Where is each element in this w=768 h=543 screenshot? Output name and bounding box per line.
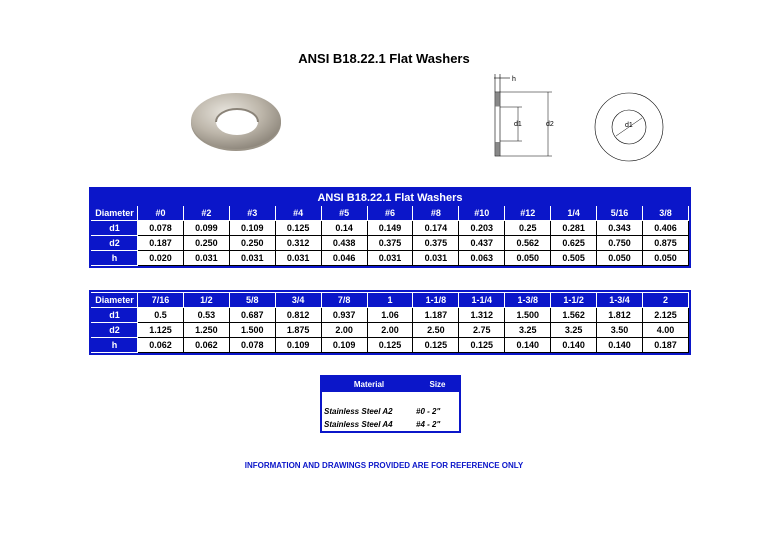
table-row (322, 405, 459, 418)
size-header-cell: 1-3/4 (597, 293, 643, 308)
table-row (92, 338, 689, 353)
table-cell: 0.062 (138, 338, 184, 353)
row-label: d1 (92, 308, 138, 323)
table-cell: 0.53 (183, 308, 229, 323)
table-cell: 0.078 (138, 221, 184, 236)
row-label: d2 (92, 323, 138, 338)
size-header-cell: 3/8 (642, 206, 688, 221)
size-cell: #4 - 2" (416, 420, 441, 429)
table-cell: 0.174 (413, 221, 459, 236)
table-row (92, 323, 689, 338)
size-header-cell: 1-1/2 (551, 293, 597, 308)
size-header-cell: #12 (505, 206, 551, 221)
table-cell: 0.125 (413, 338, 459, 353)
table-cell: 1.812 (597, 308, 643, 323)
table-cell: 1.562 (551, 308, 597, 323)
table-cell: 0.250 (229, 236, 275, 251)
size-header-cell: 7/16 (138, 293, 184, 308)
d1-front-label: d1 (625, 122, 633, 129)
row-label: h (92, 251, 138, 266)
table-cell: 0.312 (275, 236, 321, 251)
table-cell: 0.343 (597, 221, 643, 236)
diameter-label: Diameter (92, 206, 138, 221)
table-cell: 0.109 (275, 338, 321, 353)
table-row (92, 251, 689, 266)
page-title: ANSI B18.22.1 Flat Washers (298, 51, 470, 66)
washer-photo (188, 90, 284, 152)
table-cell: 3.50 (597, 323, 643, 338)
row-label: h (92, 338, 138, 353)
washer-side-drawing (480, 72, 560, 162)
washer-front-drawing (592, 90, 666, 164)
material-table (322, 377, 459, 431)
size-header-cell: 3/4 (275, 293, 321, 308)
table-caption: ANSI B18.22.1 Flat Washers (92, 190, 689, 206)
material-cell: Stainless Steel A4 (324, 420, 393, 429)
table-cell: 1.312 (459, 308, 505, 323)
table-cell: 0.125 (275, 221, 321, 236)
table-header-row (92, 206, 689, 221)
table-cell: 0.375 (367, 236, 413, 251)
size-header-cell: 7/8 (321, 293, 367, 308)
table-cell: 0.562 (505, 236, 551, 251)
table-cell: 0.812 (275, 308, 321, 323)
table-cell: 0.109 (229, 221, 275, 236)
row-label: d1 (92, 221, 138, 236)
table-cell: 2.00 (321, 323, 367, 338)
table-cell: 0.203 (459, 221, 505, 236)
table-cell: 4.00 (642, 323, 688, 338)
table-cell: 0.099 (183, 221, 229, 236)
table-cell: 0.125 (367, 338, 413, 353)
table-cell: 0.062 (183, 338, 229, 353)
size-header-cell: 1 (367, 293, 413, 308)
size-cell: #0 - 2" (416, 407, 441, 416)
table-cell: 0.687 (229, 308, 275, 323)
table-cell: 0.937 (321, 308, 367, 323)
size-header-cell: 2 (642, 293, 688, 308)
table-cell: 1.500 (229, 323, 275, 338)
table-cell: 0.140 (505, 338, 551, 353)
table-cell: 0.406 (642, 221, 688, 236)
table-cell: 0.020 (138, 251, 184, 266)
table-row (322, 418, 459, 431)
table-row (92, 308, 689, 323)
size-header: Size (414, 377, 459, 392)
table-cell: 0.250 (183, 236, 229, 251)
table-cell: 0.031 (413, 251, 459, 266)
table-cell: 1.125 (138, 323, 184, 338)
table-cell: 0.050 (505, 251, 551, 266)
table-cell: 0.140 (597, 338, 643, 353)
table-cell: 0.505 (551, 251, 597, 266)
size-header-cell: 1-3/8 (505, 293, 551, 308)
table-cell: 0.031 (367, 251, 413, 266)
size-header-cell: #5 (321, 206, 367, 221)
table-cell: 1.250 (183, 323, 229, 338)
size-header-cell: #10 (459, 206, 505, 221)
spacer (414, 392, 459, 405)
size-header-cell: #8 (413, 206, 459, 221)
table-cell: 2.00 (367, 323, 413, 338)
table-cell: 0.438 (321, 236, 367, 251)
washer-table-1 (91, 189, 689, 266)
table-cell: 0.187 (138, 236, 184, 251)
table-cell: 1.187 (413, 308, 459, 323)
table-cell: 0.149 (367, 221, 413, 236)
table-cell: 0.031 (229, 251, 275, 266)
table-cell: 0.063 (459, 251, 505, 266)
reference-note: INFORMATION AND DRAWINGS PROVIDED ARE FOR REFERENCE ONLY (244, 461, 524, 470)
table-cell: 0.125 (459, 338, 505, 353)
washer-table-2 (91, 292, 689, 353)
table-cell: 2.50 (413, 323, 459, 338)
table-cell: 1.500 (505, 308, 551, 323)
table-cell: 0.281 (551, 221, 597, 236)
table-cell: 0.050 (642, 251, 688, 266)
d2-dim-label: d2 (546, 121, 554, 128)
table-cell: 0.625 (551, 236, 597, 251)
table-row (92, 236, 689, 251)
diameter-label: Diameter (92, 293, 138, 308)
table-cell: 0.109 (321, 338, 367, 353)
table-header-row (92, 293, 689, 308)
size-header-cell: #0 (138, 206, 184, 221)
size-header-cell: 5/8 (229, 293, 275, 308)
table-cell: 3.25 (505, 323, 551, 338)
size-header-cell: 1-1/4 (459, 293, 505, 308)
table-cell: 0.031 (183, 251, 229, 266)
material-header: Material (322, 377, 414, 392)
table-cell: 0.031 (275, 251, 321, 266)
table-cell: 0.050 (597, 251, 643, 266)
size-header-cell: #4 (275, 206, 321, 221)
table-cell: 2.75 (459, 323, 505, 338)
table-cell: 1.875 (275, 323, 321, 338)
table-cell: 0.5 (138, 308, 184, 323)
size-header-cell: 5/16 (597, 206, 643, 221)
size-header-cell: 1-1/8 (413, 293, 459, 308)
row-label: d2 (92, 236, 138, 251)
size-header-cell: #2 (183, 206, 229, 221)
table-cell: 0.078 (229, 338, 275, 353)
table-cell: 2.125 (642, 308, 688, 323)
material-cell: Stainless Steel A2 (324, 407, 393, 416)
table-cell: 0.875 (642, 236, 688, 251)
table-row (92, 221, 689, 236)
size-header-cell: 1/4 (551, 206, 597, 221)
table-cell: 3.25 (551, 323, 597, 338)
table-cell: 0.750 (597, 236, 643, 251)
table-cell: 0.25 (505, 221, 551, 236)
table-cell: 0.140 (551, 338, 597, 353)
size-header-cell: #3 (229, 206, 275, 221)
spacer (322, 392, 414, 405)
table-cell: 0.046 (321, 251, 367, 266)
table-cell: 0.375 (413, 236, 459, 251)
table-cell: 1.06 (367, 308, 413, 323)
h-dim-label: h (512, 76, 516, 83)
table-cell: 0.187 (642, 338, 688, 353)
size-header-cell: 1/2 (183, 293, 229, 308)
table-cell: 0.437 (459, 236, 505, 251)
table-cell: 0.14 (321, 221, 367, 236)
d1-dim-label: d1 (514, 121, 522, 128)
size-header-cell: #6 (367, 206, 413, 221)
